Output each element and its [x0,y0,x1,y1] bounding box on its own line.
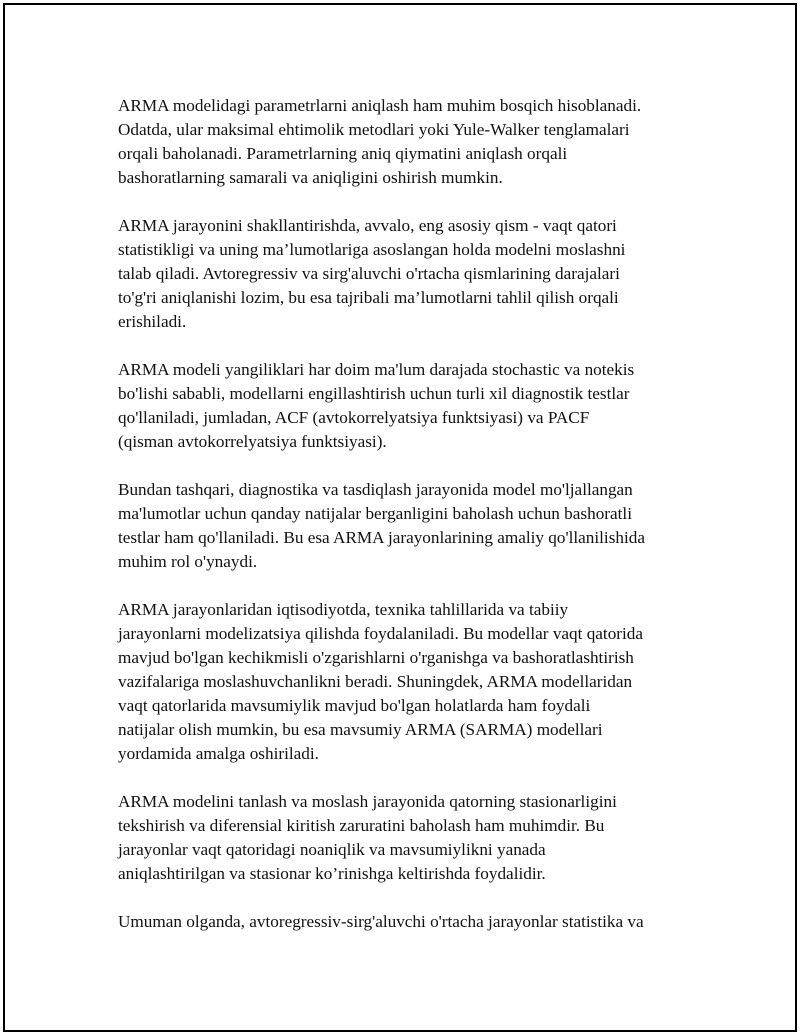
text-line: vazifalariga moslashuvchanlikni beradi. Shuningdek, ARMA modellaridan [118,672,633,691]
text-line: talab qiladi. Avtoregressiv va sirg'aluvchi o'rtacha qismlarining darajalari [118,264,620,283]
paragraph [118,94,698,190]
text-line: ma'lumotlar uchun qanday natijalar berganligini baholash uchun bashoratli [118,504,632,523]
text-line: ARMA modelidagi parametrlarni aniqlash ham muhim bosqich hisoblanadi. [118,96,642,115]
paragraph [118,598,698,766]
paragraph [118,358,698,454]
text-line: Umuman olganda, avtoregressiv-sirg'aluvchi o'rtacha jarayonlar statistika va [118,912,644,931]
text-line: statistikligi va uning ma’lumotlariga asoslangan holda modelni moslashni [118,240,626,259]
text-line: testlar ham qo'llaniladi. Bu esa ARMA jarayonlarining amaliy qo'llanilishida [118,528,645,547]
text-line: ARMA jarayonini shakllantirishda, avvalo, eng asosiy qism - vaqt qatori [118,216,617,235]
text-line: tekshirish va diferensial kiritish zaruratini baholash ham muhimdir. Bu [118,816,605,835]
text-line: bo'lishi sababli, modellarni engillashtirish uchun turli xil diagnostik testlar [118,384,630,403]
text-line: ARMA modelini tanlash va moslash jarayonida qatorning stasionarligini [118,792,617,811]
text-line: aniqlashtirilgan va stasionar ko’rinishga keltirishda foydalidir. [118,864,546,883]
text-line: erishiladi. [118,312,187,331]
text-line: Bundan tashqari, diagnostika va tasdiqlash jarayonida model mo'ljallangan [118,480,633,499]
text-line: to'g'ri aniqlanishi lozim, bu esa tajribali ma’lumotlarni tahlil qilish orqali [118,288,619,307]
paragraph [118,910,698,934]
text-line: (qisman avtokorrelyatsiya funktsiyasi). [118,432,387,451]
text-line: jarayonlar vaqt qatoridagi noaniqlik va mavsumiylikni yanada [118,840,546,859]
text-line: ARMA jarayonlaridan iqtisodiyotda, texnika tahlillarida va tabiiy [118,600,569,619]
text-line: vaqt qatorlarida mavsumiylik mavjud bo'lgan holatlarda ham foydali [118,696,591,715]
document-body [118,94,698,958]
text-line: muhim rol o'ynaydi. [118,552,258,571]
text-line: yordamida amalga oshiriladi. [118,744,319,763]
paragraph [118,790,698,886]
text-line: orqali baholanadi. Parametrlarning aniq qiymatini aniqlash orqali [118,144,568,163]
text-line: ARMA modeli yangiliklari har doim ma'lum darajada stochastic va notekis [118,360,635,379]
text-line: bashoratlarning samarali va aniqligini oshirish mumkin. [118,168,503,187]
text-line: qo'llaniladi, jumladan, ACF (avtokorrelyatsiya funktsiyasi) va PACF [118,408,590,427]
text-line: Odatda, ular maksimal ehtimolik metodlari yoki Yule-Walker tenglamalari [118,120,630,139]
text-line: mavjud bo'lgan kechikmisli o'zgarishlarni o'rganishga va bashoratlashtirish [118,648,634,667]
text-line: jarayonlarni modelizatsiya qilishda foydalaniladi. Bu modellar vaqt qatorida [118,624,644,643]
paragraph [118,214,698,334]
text-line: natijalar olish mumkin, bu esa mavsumiy ARMA (SARMA) modellari [118,720,603,739]
paragraph [118,478,698,574]
